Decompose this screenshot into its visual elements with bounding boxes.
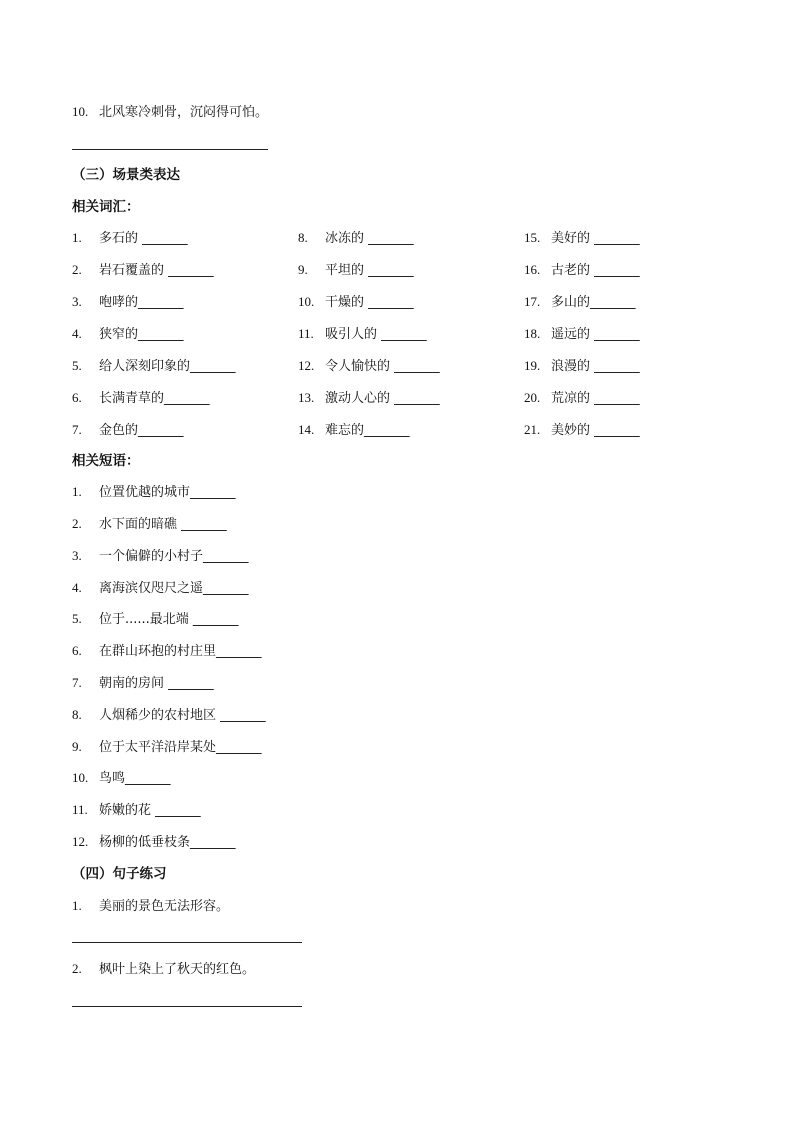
phrases-title: 相关短语： [72, 453, 140, 469]
phrase-item: 9. 位于太平洋沿岸某处_______ [72, 739, 262, 755]
vocab-item: 10. 干燥的 _______ [298, 294, 414, 310]
vocab-item: 13. 激动人心的 _______ [298, 390, 440, 406]
phrase-item: 3. 一个偏僻的小村子_______ [72, 548, 249, 564]
phrase-item: 8. 人烟稀少的农村地区 _______ [72, 707, 266, 723]
vocab-item: 20. 荒凉的 _______ [524, 390, 640, 406]
vocab-row [72, 357, 732, 375]
vocab-item: 14. 难忘的_______ [298, 422, 410, 438]
vocab-item: 21. 美妙的 _______ [524, 422, 640, 438]
vocab-item: 17. 多山的_______ [524, 294, 636, 310]
answer-line[interactable] [72, 149, 268, 150]
sentence-item: 2. 枫叶上染上了秋天的红色。 [72, 961, 256, 977]
vocab-item: 16. 古老的 _______ [524, 262, 640, 278]
item-text: 北风寒冷刺骨，沉闷得可怕。 [99, 105, 269, 120]
intro-item [72, 103, 268, 122]
vocab-item: 1. 多石的 _______ [72, 230, 188, 246]
vocab-item: 5. 给人深刻印象的_______ [72, 358, 236, 374]
vocab-item: 11. 吸引人的 _______ [298, 326, 427, 342]
vocab-row [72, 229, 732, 247]
section-3-title: （三）场景类表达 [72, 167, 180, 183]
vocab-row [72, 293, 732, 311]
vocab-row [72, 421, 732, 439]
vocab-item: 7. 金色的_______ [72, 422, 184, 438]
phrase-item: 2. 水下面的暗礁 _______ [72, 516, 227, 532]
vocab-item: 3. 咆哮的_______ [72, 294, 184, 310]
phrase-item: 6. 在群山环抱的村庄里_______ [72, 643, 262, 659]
vocab-item: 6. 长满青草的_______ [72, 390, 210, 406]
phrase-item: 7. 朝南的房间 _______ [72, 675, 214, 691]
vocab-row [72, 261, 732, 279]
vocab-title: 相关词汇： [72, 199, 140, 215]
answer-line[interactable] [72, 942, 302, 943]
vocab-row [72, 325, 732, 343]
vocab-item: 4. 狭窄的_______ [72, 326, 184, 342]
vocab-item: 19. 浪漫的 _______ [524, 358, 640, 374]
vocab-item: 8. 冰冻的 _______ [298, 230, 414, 246]
vocab-item: 9. 平坦的 _______ [298, 262, 414, 278]
phrase-item: 12. 杨柳的低垂枝条_______ [72, 834, 236, 850]
item-number: 10. [72, 104, 89, 119]
vocab-item: 12. 令人愉快的 _______ [298, 358, 440, 374]
vocab-item: 15. 美好的 _______ [524, 230, 640, 246]
vocab-item: 2. 岩石覆盖的 _______ [72, 262, 214, 278]
section-4-title: （四）句子练习 [72, 866, 167, 882]
phrase-item: 10. 鸟鸣_______ [72, 770, 171, 786]
vocab-row [72, 389, 732, 407]
vocab-item: 18. 遥远的 _______ [524, 326, 640, 342]
phrase-item: 11. 娇嫩的花 _______ [72, 802, 201, 818]
phrase-item: 1. 位置优越的城市_______ [72, 484, 236, 500]
sentence-item: 1. 美丽的景色无法形容。 [72, 898, 230, 914]
phrase-item: 5. 位于......最北端 _______ [72, 611, 239, 627]
answer-line[interactable] [72, 1006, 302, 1007]
phrase-item: 4. 离海滨仅咫尺之遥_______ [72, 580, 249, 596]
